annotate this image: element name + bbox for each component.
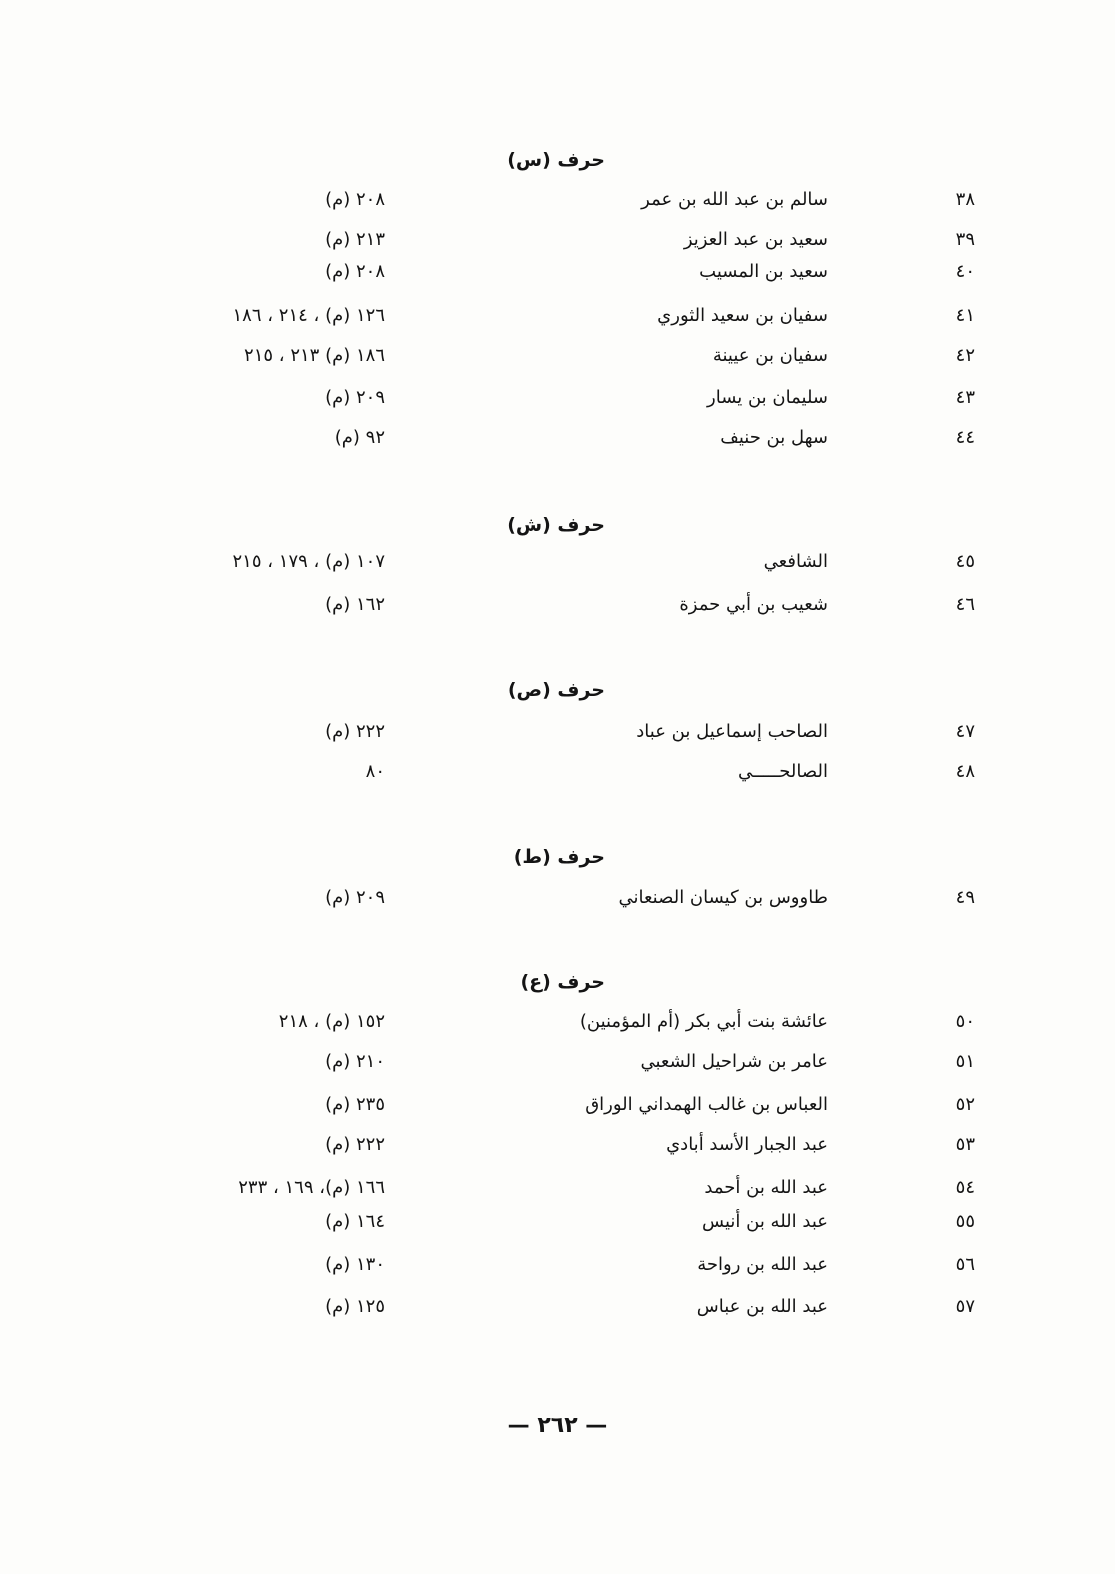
entry-number: ٤١	[955, 305, 975, 326]
index-entry	[0, 1292, 1115, 1322]
entry-number: ٤٣	[955, 387, 975, 408]
entry-number: ٥١	[955, 1051, 975, 1072]
entry-pages: ٢٠٨ (م)	[325, 189, 385, 210]
index-entry	[0, 423, 1115, 453]
entry-name: سعيد بن عبد العزيز	[683, 229, 828, 250]
section-header: حرف (ط)	[513, 846, 605, 868]
page-number: — ٢٦٢ —	[507, 1413, 608, 1438]
entry-name: سهل بن حنيف	[720, 427, 828, 448]
entry-pages: ٢٢٢ (م)	[325, 1134, 385, 1155]
index-entry	[0, 341, 1115, 371]
index-entry	[0, 1090, 1115, 1120]
entry-name: الشافعي	[763, 551, 828, 572]
entry-name: سفيان بن سعيد الثوري	[657, 305, 828, 326]
index-entry	[0, 185, 1115, 215]
entry-pages: ١٣٠ (م)	[325, 1254, 385, 1275]
index-entry	[0, 883, 1115, 913]
section-header: حرف (س)	[507, 149, 605, 171]
entry-number: ٤٧	[955, 721, 975, 742]
entry-pages: ١٦٢ (م)	[325, 594, 385, 615]
entry-name: سعيد بن المسيب	[699, 261, 828, 282]
index-entry	[0, 1250, 1115, 1280]
index-entry	[0, 1130, 1115, 1160]
index-entry	[0, 547, 1115, 577]
entry-pages: ١٥٢ (م) ، ٢١٨	[278, 1011, 385, 1032]
entry-number: ٥٤	[955, 1177, 975, 1198]
entry-name: الصاحب إسماعيل بن عباد	[636, 721, 828, 742]
entry-number: ٥٦	[955, 1254, 975, 1275]
section-header: حرف (ع)	[520, 971, 605, 993]
entry-name: عبد الله بن أنيس	[702, 1211, 828, 1232]
entry-number: ٣٩	[955, 229, 975, 250]
entry-pages: ١٨٦ (م) ٢١٣ ، ٢١٥	[244, 345, 385, 366]
entry-name: سفيان بن عيينة	[712, 345, 828, 366]
entry-pages: ٢١٠ (م)	[325, 1051, 385, 1072]
entry-name: سليمان بن يسار	[707, 387, 828, 408]
index-entry	[0, 301, 1115, 331]
entry-name: العباس بن غالب الهمداني الوراق	[585, 1094, 828, 1115]
entry-number: ٤٨	[955, 761, 975, 782]
index-entry	[0, 717, 1115, 747]
entry-pages: ٢٠٩ (م)	[325, 387, 385, 408]
entry-pages: ٩٢ (م)	[334, 427, 385, 448]
entry-name: عائشة بنت أبي بكر (أم المؤمنين)	[579, 1011, 828, 1032]
entry-number: ٤٥	[955, 551, 975, 572]
entry-name: شعيب بن أبي حمزة	[679, 594, 828, 615]
entry-name: طاووس بن كيسان الصنعاني	[618, 887, 828, 908]
entry-name: عبد الجبار الأسد أبادي	[666, 1134, 828, 1155]
index-entry	[0, 383, 1115, 413]
index-entry	[0, 590, 1115, 620]
entry-pages: ١٦٤ (م)	[325, 1211, 385, 1232]
entry-number: ٣٨	[955, 189, 975, 210]
index-entry	[0, 225, 1115, 255]
index-entry	[0, 1207, 1115, 1237]
entry-number: ٥٢	[955, 1094, 975, 1115]
entry-pages: ١٦٦ (م)، ١٦٩ ، ٢٣٣	[238, 1177, 385, 1198]
entry-number: ٤٠	[955, 261, 975, 282]
entry-name: عبد الله بن عباس	[696, 1296, 828, 1317]
entry-number: ٤٤	[955, 427, 975, 448]
entry-pages: ٢٣٥ (م)	[325, 1094, 385, 1115]
entry-pages: ٢٠٨ (م)	[325, 261, 385, 282]
entry-pages: ١٢٦ (م) ، ٢١٤ ، ١٨٦	[232, 305, 385, 326]
entry-number: ٥٥	[955, 1211, 975, 1232]
index-entry	[0, 1173, 1115, 1203]
entry-name: عامر بن شراحيل الشعبي	[640, 1051, 828, 1072]
entry-name: عبد الله بن رواحة	[697, 1254, 828, 1275]
entry-number: ٥٠	[955, 1011, 975, 1032]
entry-name: الصالحـــــي	[737, 761, 828, 782]
index-entry	[0, 757, 1115, 787]
index-entry	[0, 1047, 1115, 1077]
index-entry	[0, 257, 1115, 287]
entry-pages: ٨٠	[365, 761, 385, 782]
index-entry	[0, 1007, 1115, 1037]
entry-number: ٤٦	[955, 594, 975, 615]
entry-number: ٥٣	[955, 1134, 975, 1155]
entry-number: ٤٩	[955, 887, 975, 908]
entry-number: ٥٧	[955, 1296, 975, 1317]
section-header: حرف (ش)	[507, 514, 605, 536]
section-header: حرف (ص)	[507, 679, 605, 701]
entry-number: ٤٢	[955, 345, 975, 366]
entry-pages: ٢٢٢ (م)	[325, 721, 385, 742]
entry-pages: ١٠٧ (م) ، ١٧٩ ، ٢١٥	[232, 551, 385, 572]
entry-pages: ١٢٥ (م)	[325, 1296, 385, 1317]
entry-name: عبد الله بن أحمد	[704, 1177, 828, 1198]
entry-pages: ٢١٣ (م)	[325, 229, 385, 250]
entry-name: سالم بن عبد الله بن عمر	[641, 189, 828, 210]
entry-pages: ٢٠٩ (م)	[325, 887, 385, 908]
